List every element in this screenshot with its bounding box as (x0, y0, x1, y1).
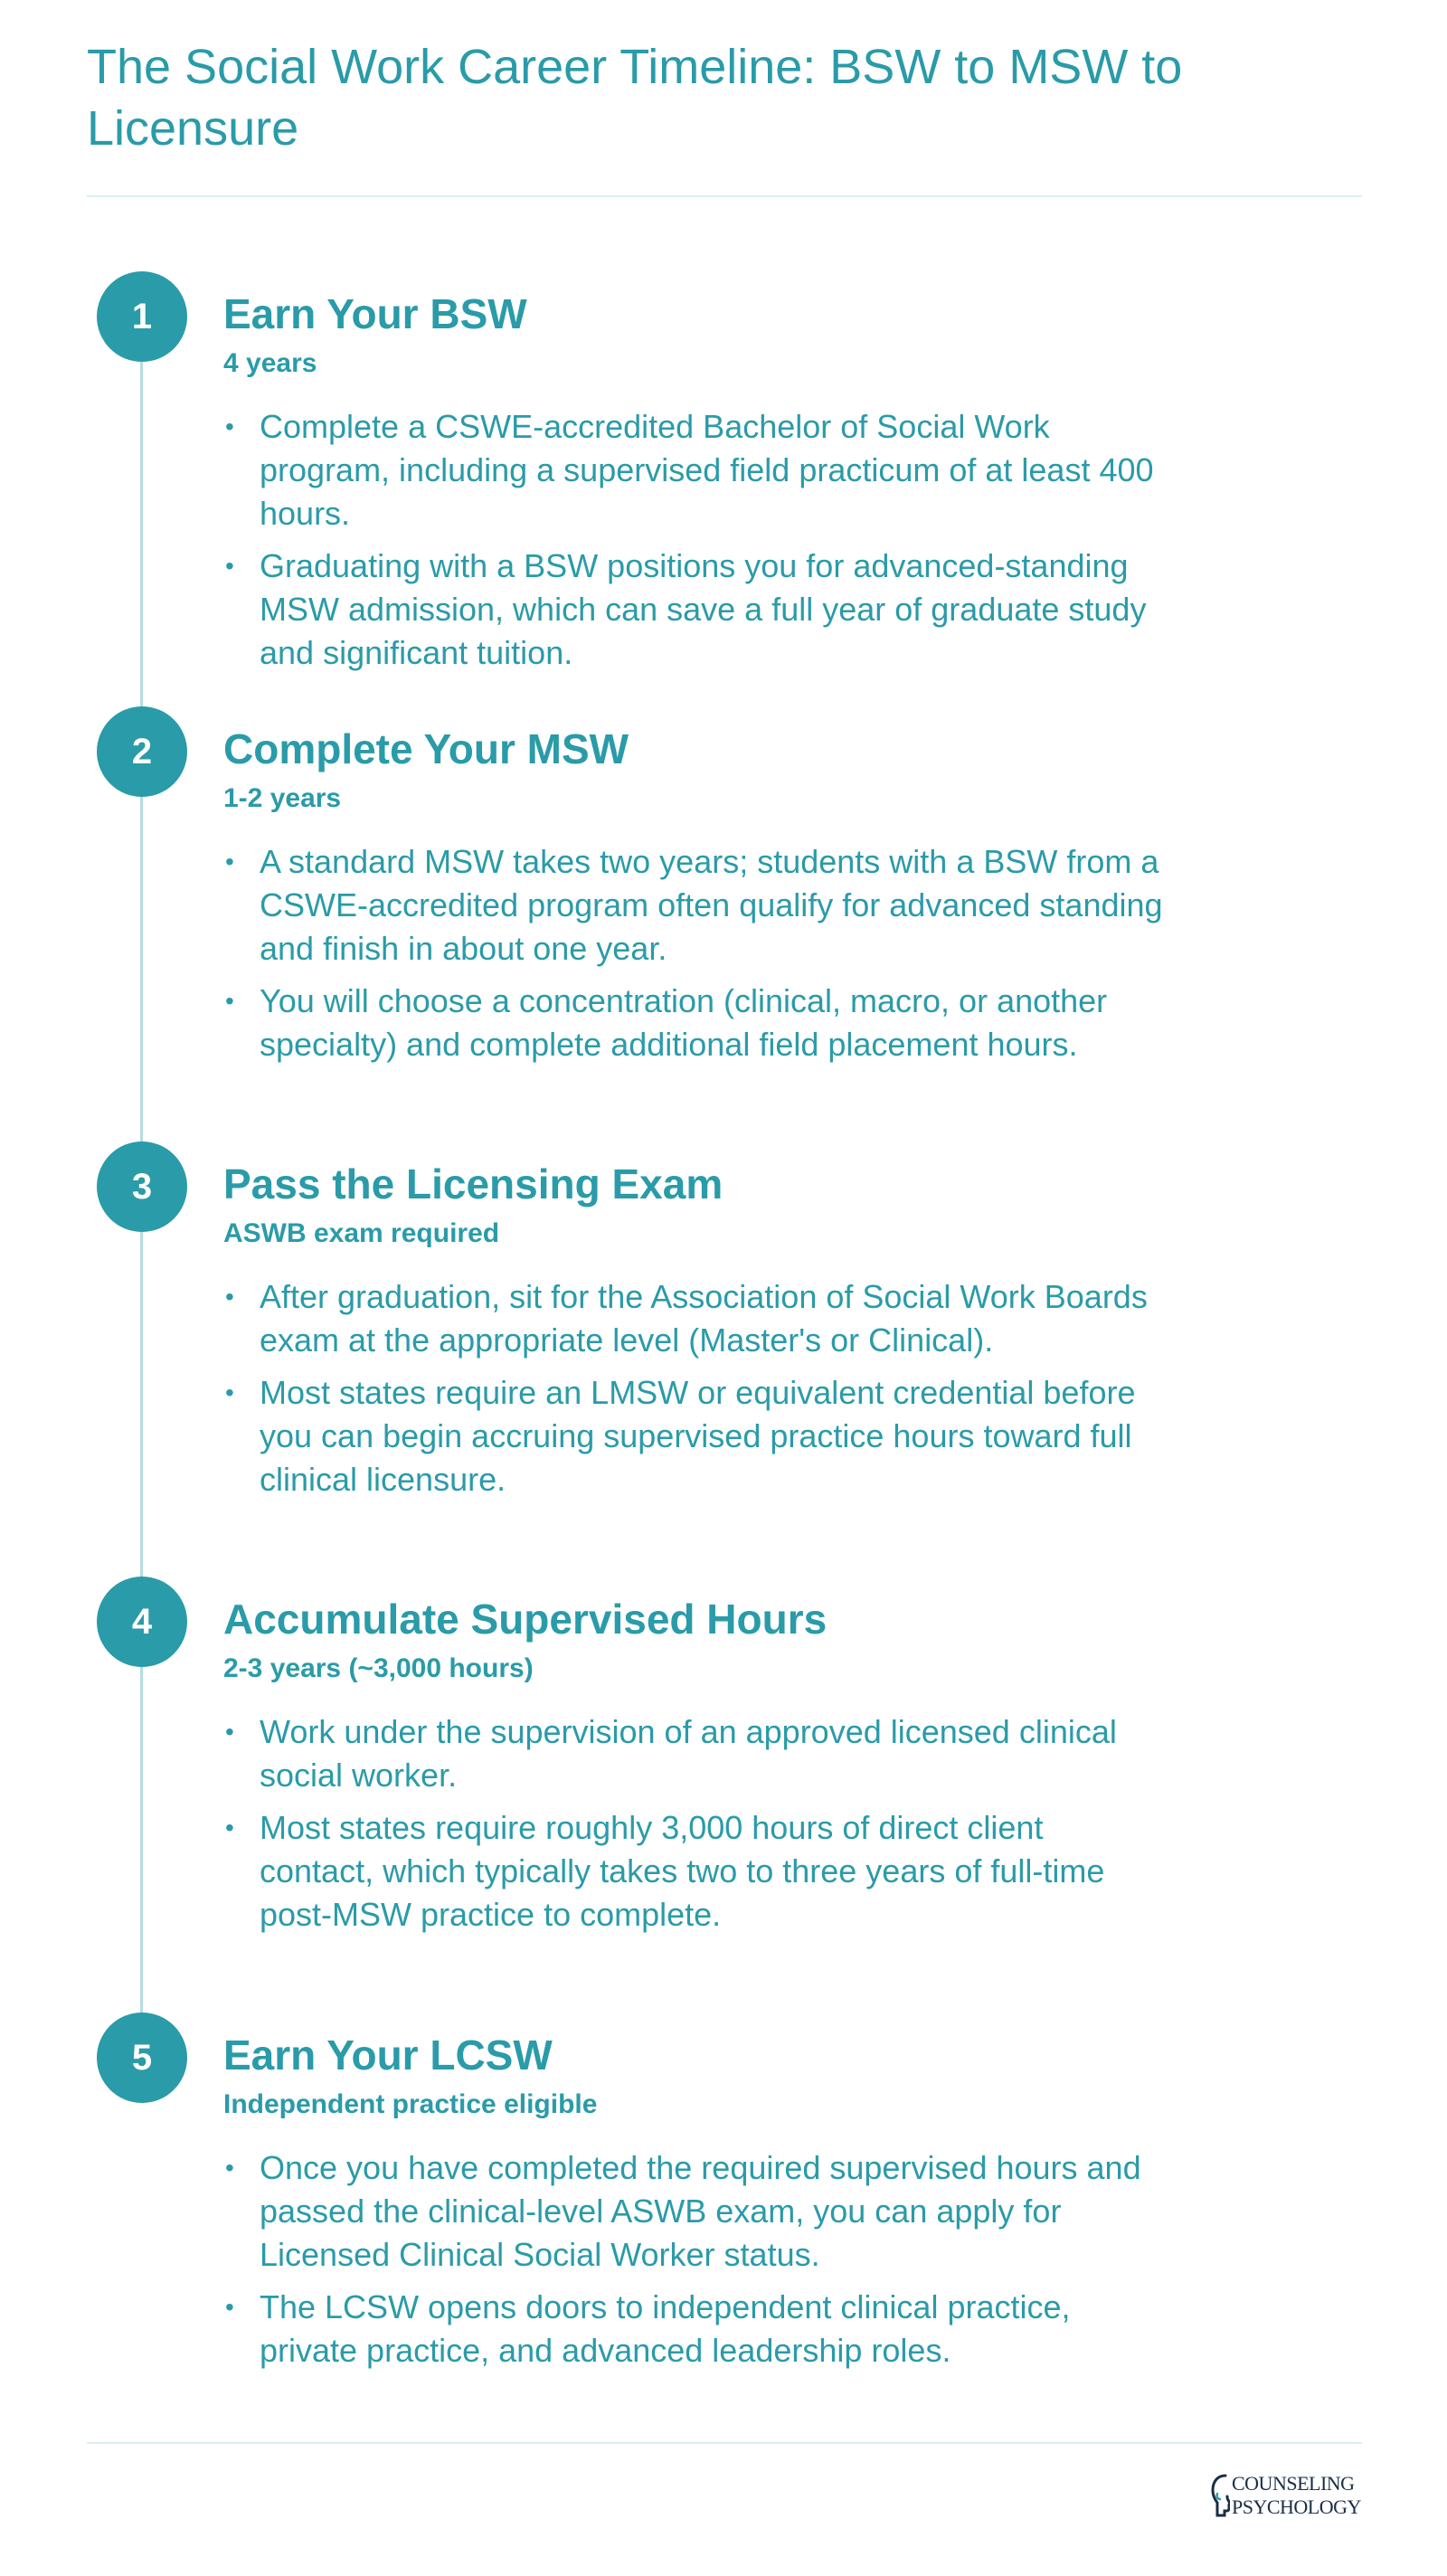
step-2 (223, 724, 1173, 1075)
step-3-bullet-list (223, 1275, 1164, 1501)
step-1-number-badge: 1 (97, 271, 187, 362)
list-item (223, 1806, 1164, 1937)
step-3 (223, 1160, 1173, 1511)
list-item (223, 545, 1164, 675)
header-divider (87, 195, 1362, 197)
bullet-text: After graduation, sit for the Association of Social Work Boards exam at the appropriate level (Master's or Clinical). (260, 1278, 1148, 1359)
step-1 (223, 289, 1173, 684)
list-item (223, 1710, 1164, 1797)
bullet-text: Most states require roughly 3,000 hours of direct client contact, which typically takes two to three years of full-time post-MSW practice to complete. (260, 1809, 1105, 1933)
bullet-icon: • (225, 1718, 234, 1746)
step-5-number-badge: 5 (97, 2012, 187, 2103)
step-2-number-badge: 2 (97, 706, 187, 797)
counseling-psychology-logo (1210, 2469, 1364, 2522)
list-item (223, 405, 1164, 535)
list-item (223, 2286, 1164, 2372)
bullet-text: Most states require an LMSW or equivalent credential before you can begin accruing supervised practice hours toward full clinical licensure. (260, 1374, 1136, 1498)
footer-divider (87, 2442, 1362, 2444)
step-2-duration: 1-2 years (223, 783, 342, 813)
step-4-number-badge: 4 (97, 1577, 187, 1667)
bullet-text: Once you have completed the required supervised hours and passed the clinical-level ASWB exam, you can apply for Licensed Clinical Social Worker status. (260, 2149, 1141, 2273)
list-item (223, 840, 1164, 971)
head-profile-icon (1210, 2472, 1230, 2519)
page-title: The Social Work Career Timeline: BSW to MSW to Licensure (87, 40, 1183, 156)
step-2-bullet-list (223, 840, 1164, 1066)
bullet-icon: • (225, 1283, 234, 1311)
step-4-title: Accumulate Supervised Hours (223, 1596, 828, 1643)
bullet-icon: • (225, 2154, 234, 2182)
step-4-duration: 2-3 years (~3,000 hours) (223, 1653, 534, 1683)
list-item (223, 2146, 1164, 2277)
step-3-number-badge: 3 (97, 1141, 187, 1232)
step-3-title: Pass the Licensing Exam (223, 1160, 724, 1208)
step-3-requirement: ASWB exam required (223, 1218, 500, 1248)
logo-line-2: PSYCHOLOGY (1232, 2496, 1361, 2518)
list-item (223, 1275, 1164, 1362)
bullet-icon: • (225, 552, 234, 580)
bullet-text: Graduating with a BSW positions you for advanced-standing MSW admission, which can save a full year of graduate study and significant tuition. (260, 547, 1147, 671)
step-4-bullet-list (223, 1710, 1164, 1937)
logo-wordmark (1232, 2472, 1361, 2519)
step-4 (223, 1595, 1173, 1946)
list-item (223, 1371, 1164, 1501)
step-5-title: Earn Your LCSW (223, 2031, 553, 2079)
step-1-duration: 4 years (223, 348, 317, 378)
step-1-title: Earn Your BSW (223, 290, 527, 337)
bullet-icon: • (225, 2293, 234, 2321)
step-1-bullet-list (223, 405, 1164, 675)
bullet-text: You will choose a concentration (clinical, macro, or another specialty) and complete additional field placement hours. (260, 982, 1108, 1063)
bullet-icon: • (225, 412, 234, 440)
step-5-status: Independent practice eligible (223, 2089, 598, 2119)
bullet-icon: • (225, 1378, 234, 1406)
bullet-icon: • (225, 848, 234, 876)
step-2-title: Complete Your MSW (223, 725, 629, 772)
logo-line-1: COUNSELING (1232, 2472, 1355, 2495)
list-item (223, 980, 1164, 1066)
bullet-icon: • (225, 1814, 234, 1842)
bullet-text: The LCSW opens doors to independent clinical practice, private practice, and advanced leadership roles. (260, 2288, 1071, 2369)
bullet-text: Work under the supervision of an approved licensed clinical social worker. (260, 1713, 1117, 1794)
bullet-icon: • (225, 987, 234, 1015)
step-5 (223, 2031, 1173, 2382)
bullet-text: A standard MSW takes two years; students with a BSW from a CSWE-accredited program often qualify for advanced standing and finish in about one year. (260, 843, 1163, 967)
bullet-text: Complete a CSWE-accredited Bachelor of Social Work program, including a supervised field practicum of at least 400 hours. (260, 408, 1154, 532)
step-5-bullet-list (223, 2146, 1164, 2372)
